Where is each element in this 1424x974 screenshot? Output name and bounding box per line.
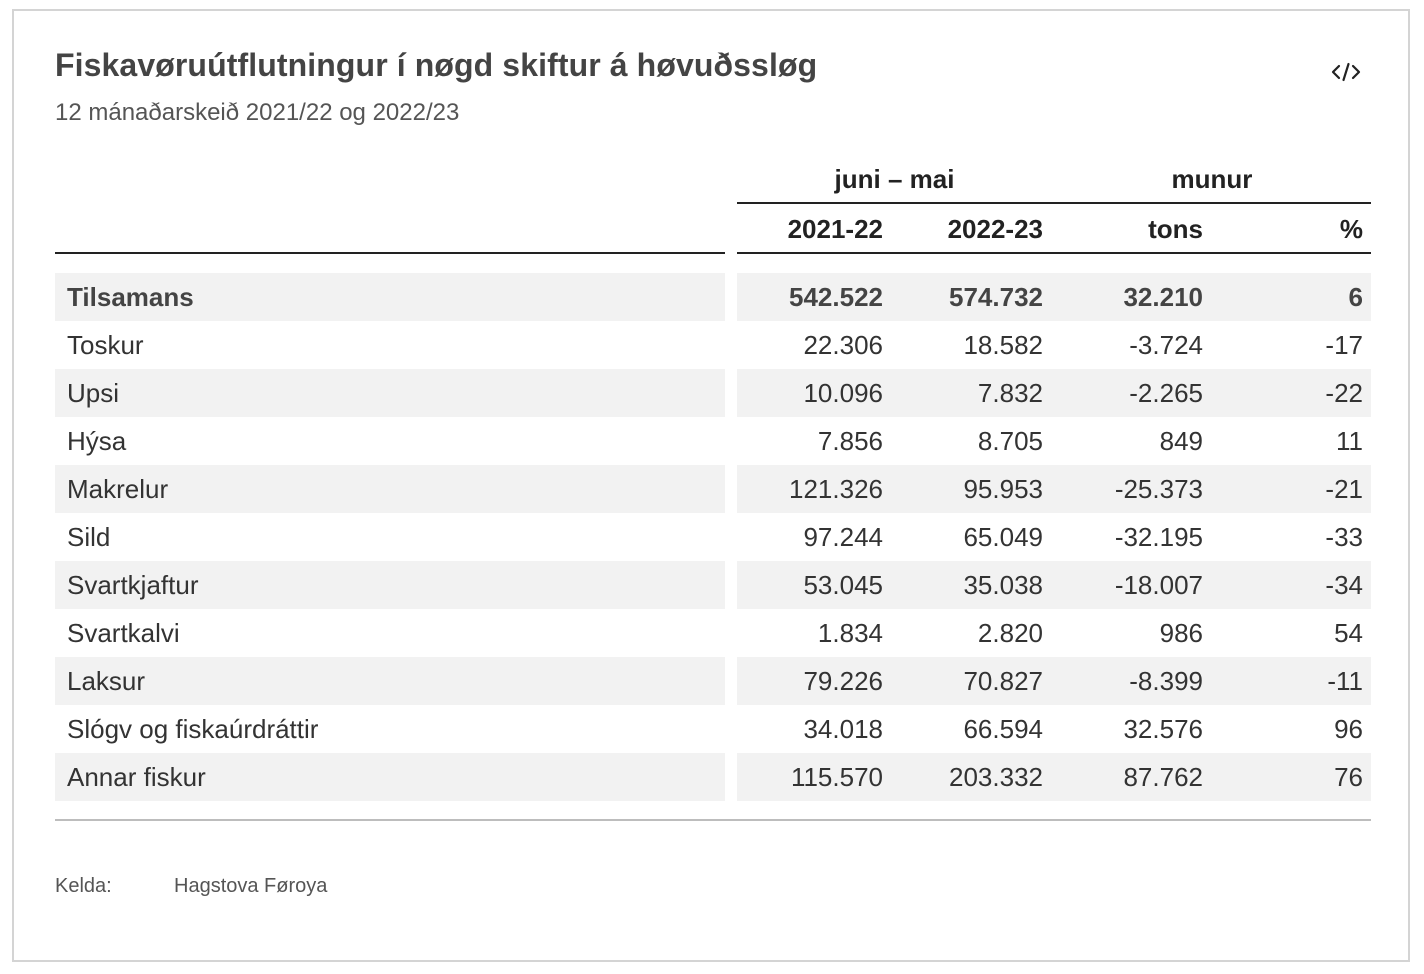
table-row — [55, 561, 1371, 609]
cell-diff-tons: 849 — [1159, 426, 1203, 456]
code-embed-icon — [1331, 61, 1361, 83]
cell-diff-tons: 87.762 — [1123, 762, 1203, 792]
table-row — [55, 417, 1371, 465]
cell-2021-22: 115.570 — [790, 762, 883, 792]
row-label: Toskur — [67, 330, 144, 360]
header-divider-label — [55, 252, 725, 254]
cell-2021-22: 542.522 — [789, 282, 883, 312]
cell-2022-23: 95.953 — [963, 474, 1043, 504]
row-values — [737, 417, 1371, 465]
table-row — [55, 609, 1371, 657]
cell-2021-22: 34.018 — [803, 714, 883, 744]
cell-2022-23: 66.594 — [963, 714, 1043, 744]
embed-code-button[interactable] — [1326, 57, 1366, 87]
table-row — [55, 705, 1371, 753]
cell-2021-22: 22.306 — [803, 330, 883, 360]
cell-2022-23: 18.582 — [963, 330, 1043, 360]
header-divider-values — [737, 252, 1371, 254]
cell-diff-percent: -11 — [1327, 666, 1363, 696]
source-value: Hagstova Føroya — [174, 875, 328, 897]
column-header-2022-23: 2022-23 — [947, 214, 1043, 244]
header-divider-top — [737, 202, 1371, 204]
cell-diff-percent: 6 — [1348, 282, 1363, 312]
cell-diff-percent: -21 — [1325, 474, 1363, 504]
cell-diff-percent: 11 — [1336, 426, 1363, 456]
cell-2022-23: 65.049 — [963, 522, 1043, 552]
cell-2021-22: 1.834 — [817, 618, 883, 648]
table-footer-divider — [55, 819, 1371, 821]
cell-2022-23: 7.832 — [977, 378, 1043, 408]
cell-diff-tons: -2.265 — [1129, 378, 1203, 408]
column-header-tons: tons — [1148, 214, 1203, 244]
header-group-period: juni – mai — [834, 164, 955, 194]
row-label: Tilsamans — [55, 273, 725, 321]
cell-diff-percent: 76 — [1334, 762, 1363, 792]
cell-2022-23: 574.732 — [949, 282, 1043, 312]
cell-diff-tons: -32.195 — [1114, 522, 1203, 552]
cell-2022-23: 203.332 — [949, 762, 1043, 792]
table-row — [55, 753, 1371, 801]
cell-diff-tons: 32.576 — [1123, 714, 1203, 744]
row-label: Upsi — [55, 369, 725, 417]
row-values — [737, 561, 1371, 609]
row-label: Annar fiskur — [55, 753, 725, 801]
cell-2021-22: 97.244 — [803, 522, 883, 552]
table-row — [55, 657, 1371, 705]
row-values — [737, 465, 1371, 513]
cell-diff-percent: -22 — [1325, 378, 1363, 408]
row-label: Laksur — [55, 657, 725, 705]
row-values — [737, 321, 1371, 369]
row-label: Hýsa — [67, 426, 127, 456]
row-label: Svartkjaftur — [55, 561, 725, 609]
row-values — [737, 273, 1371, 321]
cell-diff-tons: 32.210 — [1123, 282, 1203, 312]
table-row — [55, 369, 1371, 417]
page-subtitle: 12 mánaðarskeið 2021/22 og 2022/23 — [55, 99, 460, 126]
row-values — [737, 513, 1371, 561]
row-values — [737, 369, 1371, 417]
table-row — [55, 465, 1371, 513]
cell-diff-tons: 986 — [1159, 618, 1203, 648]
column-header-percent: % — [1339, 214, 1363, 244]
cell-2022-23: 70.827 — [963, 666, 1043, 696]
cell-2021-22: 7.856 — [817, 426, 883, 456]
row-values — [737, 705, 1371, 753]
row-label: Sild — [67, 522, 111, 552]
column-header-2021-22: 2021-22 — [787, 214, 883, 244]
page-title: Fiskavøruútflutningur í nøgd skiftur á høvuðssløg — [55, 47, 818, 83]
row-values — [737, 753, 1371, 801]
row-values — [737, 657, 1371, 705]
row-label: Svartkalvi — [67, 618, 180, 648]
table-row — [55, 513, 1371, 561]
cell-diff-tons: -8.399 — [1129, 666, 1203, 696]
cell-diff-percent: 54 — [1334, 618, 1363, 648]
source-label: Kelda: — [55, 875, 112, 897]
cell-diff-tons: -18.007 — [1114, 570, 1203, 600]
cell-2022-23: 35.038 — [963, 570, 1043, 600]
cell-diff-percent: 96 — [1334, 714, 1363, 744]
cell-2021-22: 121.326 — [789, 474, 883, 504]
row-label: Makrelur — [55, 465, 725, 513]
cell-diff-percent: -33 — [1325, 522, 1363, 552]
chart-card — [12, 9, 1410, 962]
cell-2022-23: 2.820 — [977, 618, 1043, 648]
cell-2021-22: 10.096 — [803, 378, 883, 408]
cell-diff-tons: -3.724 — [1129, 330, 1203, 360]
cell-2021-22: 79.226 — [803, 666, 883, 696]
cell-2022-23: 8.705 — [977, 426, 1043, 456]
table-row — [55, 321, 1371, 369]
cell-diff-percent: -34 — [1325, 570, 1363, 600]
row-values — [737, 609, 1371, 657]
cell-2021-22: 53.045 — [803, 570, 883, 600]
cell-diff-percent: -17 — [1325, 330, 1363, 360]
table-row-total — [55, 273, 1371, 321]
header-group-diff: munur — [1171, 164, 1253, 194]
cell-diff-tons: -25.373 — [1114, 474, 1203, 504]
row-label: Slógv og fiskaúrdráttir — [67, 714, 319, 744]
